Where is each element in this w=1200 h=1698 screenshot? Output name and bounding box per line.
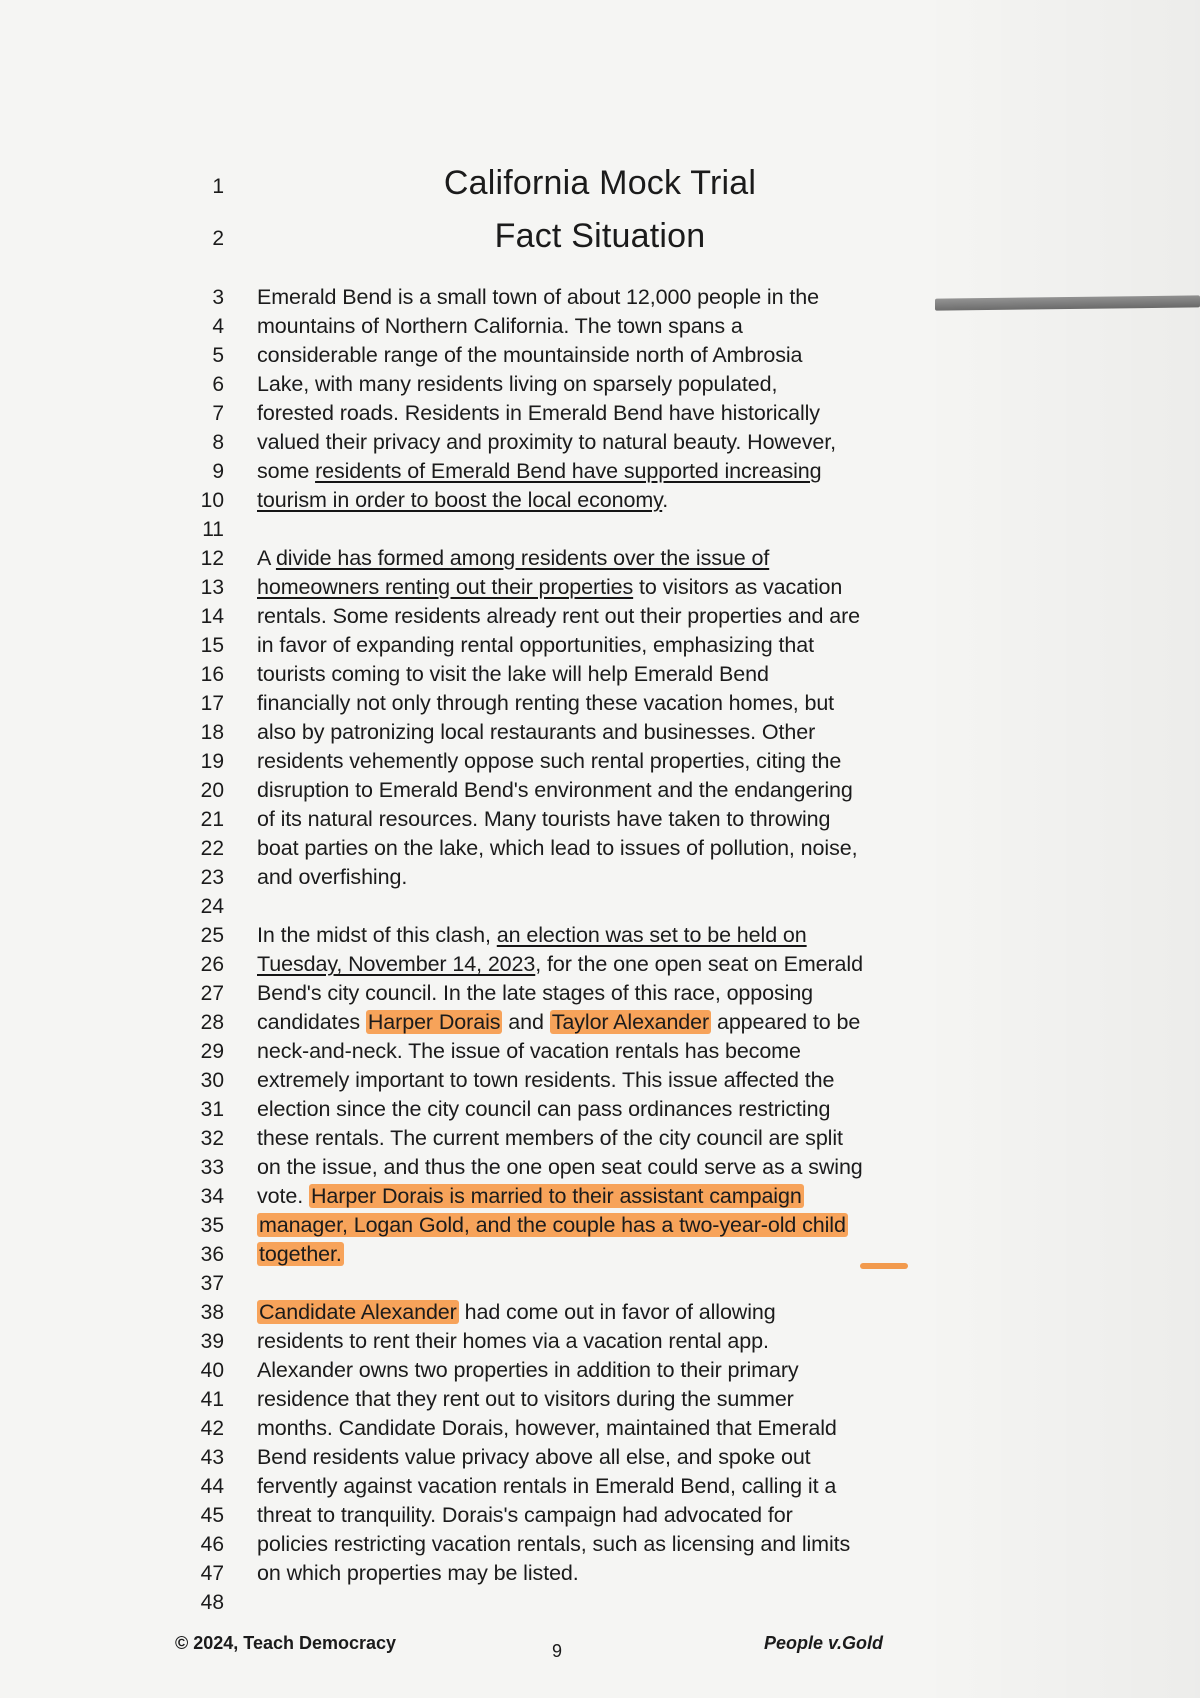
line-number: 16 — [200, 663, 224, 686]
body-line: Tuesday, November 14, 2023, for the one open seat on Emerald — [257, 952, 863, 976]
pen-mark — [935, 295, 1200, 310]
highlighted-text: manager, Logan Gold, and the couple has a two-year-old child — [259, 1213, 846, 1237]
highlighter-mark — [860, 1263, 908, 1269]
body-line: financially not only through renting these vacation homes, but — [257, 691, 835, 715]
body-line: extremely important to town residents. This issue affected the — [257, 1068, 835, 1092]
line-number: 31 — [200, 1098, 224, 1121]
line-number: 24 — [200, 895, 224, 918]
body-line: election since the city council can pass ordinances restricting — [257, 1097, 831, 1121]
underlined-text: residents of Emerald Bend have supported increasing — [315, 459, 822, 483]
body-line: also by patronizing local restaurants and businesses. Other — [257, 720, 816, 744]
line-number: 29 — [200, 1040, 224, 1063]
body-line: residents to rent their homes via a vacation rental app. — [257, 1329, 769, 1353]
line-number: 28 — [200, 1011, 224, 1034]
highlighted-text: together. — [259, 1242, 342, 1266]
line-number: 15 — [200, 634, 224, 657]
line-number: 40 — [200, 1359, 224, 1382]
body-line: A divide has formed among residents over the issue of — [257, 546, 770, 570]
underlined-text: tourism in order to boost the local economy — [257, 488, 663, 512]
line-number: 20 — [200, 779, 224, 802]
line-number: 4 — [212, 315, 224, 338]
body-line: threat to tranquility. Dorais's campaign had advocated for — [257, 1503, 793, 1527]
body-line: some residents of Emerald Bend have supported increasing — [257, 459, 822, 483]
line-number: 2 — [212, 227, 224, 250]
line-number: 37 — [200, 1272, 224, 1295]
line-number: 18 — [200, 721, 224, 744]
line-number: 41 — [200, 1388, 224, 1411]
body-line: boat parties on the lake, which lead to issues of pollution, noise, — [257, 836, 858, 860]
underlined-text: Tuesday, November 14, 2023 — [257, 952, 536, 976]
body-line: Candidate Alexander had come out in favor of allowing — [259, 1300, 776, 1324]
line-number: 6 — [212, 373, 224, 396]
line-number: 25 — [200, 924, 224, 947]
body-line: Lake, with many residents living on sparsely populated, — [257, 372, 778, 396]
body-line: vote. Harper Dorais is married to their assistant campaign — [257, 1184, 802, 1208]
body-line: homeowners renting out their properties to visitors as vacation — [257, 575, 843, 599]
line-number: 43 — [200, 1446, 224, 1469]
body-line — [257, 1211, 848, 1240]
footer-case-name: People v.Gold — [764, 1633, 884, 1653]
highlighted-name: Taylor Alexander — [551, 1010, 710, 1034]
line-number: 47 — [200, 1562, 224, 1585]
body-line: neck-and-neck. The issue of vacation rentals has become — [257, 1039, 801, 1063]
line-number: 48 — [200, 1591, 224, 1614]
line-number: 14 — [200, 605, 224, 628]
body-line — [257, 1240, 344, 1269]
underlined-text: homeowners renting out their properties — [257, 575, 634, 599]
line-number: 32 — [200, 1127, 224, 1150]
footer-page-number: 9 — [552, 1641, 563, 1661]
line-number: 13 — [200, 576, 224, 599]
highlighted-name: Harper Dorais — [367, 1010, 501, 1034]
line-number: 3 — [212, 286, 224, 309]
line-number: 35 — [200, 1214, 224, 1237]
line-number: 30 — [200, 1069, 224, 1092]
line-number: 7 — [212, 402, 224, 425]
line-number: 8 — [212, 431, 224, 454]
line-number: 9 — [212, 460, 224, 483]
line-number: 34 — [200, 1185, 224, 1208]
line-number: 19 — [200, 750, 224, 773]
line-number: 12 — [200, 547, 224, 570]
highlighted-name: Candidate Alexander — [259, 1300, 457, 1324]
body-line: of its natural resources. Many tourists have taken to throwing — [257, 807, 831, 831]
document-subtitle: Fact Situation — [494, 217, 706, 255]
line-number: 5 — [212, 344, 224, 367]
line-number: 26 — [200, 953, 224, 976]
line-number: 10 — [200, 489, 224, 512]
body-line: disruption to Emerald Bend's environment and the endangering — [257, 778, 853, 802]
line-number: 38 — [200, 1301, 224, 1324]
line-number: 44 — [200, 1475, 224, 1498]
body-line: fervently against vacation rentals in Emerald Bend, calling it a — [257, 1474, 837, 1498]
body-line: residence that they rent out to visitors during the summer — [257, 1387, 794, 1411]
line-number: 11 — [202, 518, 224, 541]
line-number: 36 — [200, 1243, 224, 1266]
line-number: 42 — [200, 1417, 224, 1440]
line-number: 17 — [200, 692, 224, 715]
line-number: 23 — [200, 866, 224, 889]
body-line: months. Candidate Dorais, however, maintained that Emerald — [257, 1416, 837, 1440]
line-number: 27 — [200, 982, 224, 1005]
line-number: 45 — [200, 1504, 224, 1527]
line-number: 22 — [200, 837, 224, 860]
body-line: valued their privacy and proximity to natural beauty. However, — [257, 430, 836, 454]
highlighted-text: Harper Dorais is married to their assistant campaign — [311, 1184, 802, 1208]
body-line: and overfishing. — [257, 865, 408, 889]
footer-copyright: © 2024, Teach Democracy — [175, 1633, 397, 1653]
body-line: candidates Harper Dorais and Taylor Alexander appeared to be — [257, 1010, 861, 1034]
body-line: tourists coming to visit the lake will help Emerald Bend — [257, 662, 769, 686]
body-line: these rentals. The current members of the city council are split — [257, 1126, 843, 1150]
line-number: 21 — [200, 808, 224, 831]
body-line: on which properties may be listed. — [257, 1561, 579, 1585]
line-number: 39 — [200, 1330, 224, 1353]
body-line: tourism in order to boost the local economy. — [257, 488, 669, 512]
line-number: 33 — [200, 1156, 224, 1179]
body-line: forested roads. Residents in Emerald Bend have historically — [257, 401, 820, 425]
underlined-text: an election was set to be held on — [496, 923, 807, 947]
line-number: 46 — [200, 1533, 224, 1556]
body-line: Bend residents value privacy above all else, and spoke out — [257, 1445, 811, 1469]
body-line: In the midst of this clash, an election was set to be held on — [257, 923, 807, 947]
body-line: Bend's city council. In the late stages of this race, opposing — [257, 981, 814, 1005]
body-line: Emerald Bend is a small town of about 12,000 people in the — [257, 285, 819, 309]
body-line: on the issue, and thus the one open seat could serve as a swing — [257, 1155, 863, 1179]
document-title: California Mock Trial — [443, 164, 757, 202]
line-number: 1 — [212, 175, 224, 198]
body-line: in favor of expanding rental opportunities, emphasizing that — [257, 633, 814, 657]
underlined-text: divide has formed among residents over the issue of — [275, 546, 770, 570]
body-line: considerable range of the mountainside north of Ambrosia — [257, 343, 803, 367]
body-line: rentals. Some residents already rent out their properties and are — [257, 604, 860, 628]
body-line: mountains of Northern California. The town spans a — [257, 314, 743, 338]
body-line: Alexander owns two properties in addition to their primary — [257, 1358, 799, 1382]
body-line: residents vehemently oppose such rental properties, citing the — [257, 749, 842, 773]
body-line: policies restricting vacation rentals, such as licensing and limits — [257, 1532, 851, 1556]
